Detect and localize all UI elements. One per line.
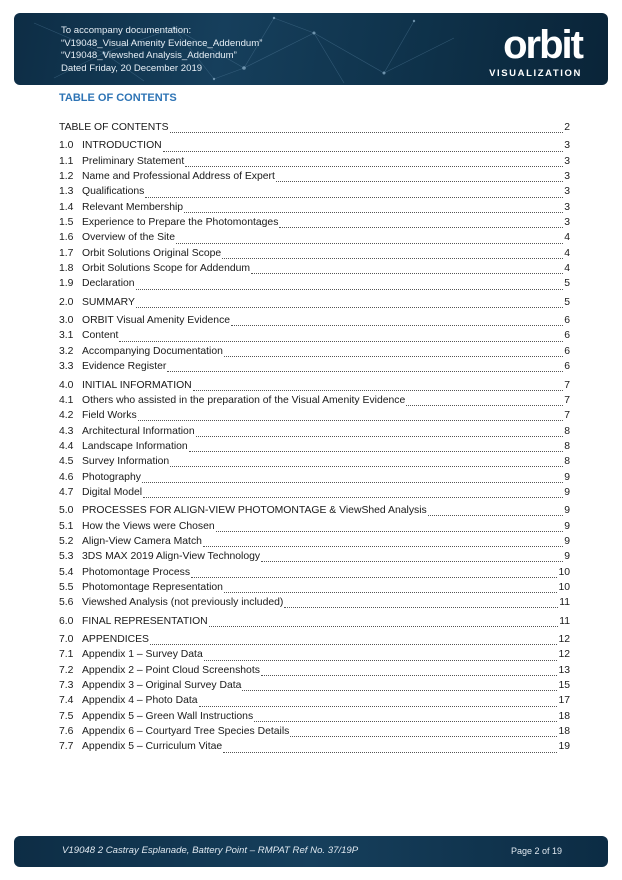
toc-dot-leader: [290, 728, 557, 737]
toc-entry-page: 10: [558, 566, 570, 578]
toc-entry-number: 1.2: [59, 171, 74, 183]
toc-entry-number: 4.1: [59, 394, 74, 406]
document-footer: [14, 836, 608, 867]
toc-entry-page: 17: [558, 695, 570, 707]
toc-dot-leader: [279, 219, 563, 228]
toc-entry-title: FINAL REPRESENTATION: [82, 615, 208, 627]
toc-entry-number: 7.6: [59, 726, 74, 738]
toc-entry-number: 4.5: [59, 456, 74, 468]
toc-entry[interactable]: [59, 454, 570, 469]
toc-entry-title: 3DS MAX 2019 Align-View Technology: [82, 551, 261, 563]
toc-dot-leader: [231, 317, 563, 326]
toc-entry-number: 4.4: [59, 440, 74, 452]
toc-entry[interactable]: [59, 565, 570, 580]
toc-entry-number: 1.5: [59, 217, 74, 229]
toc-dot-leader: [150, 636, 557, 645]
toc-dot-leader: [276, 173, 563, 182]
toc-entry-number: 2.0: [59, 296, 74, 308]
toc-entry-title: Evidence Register: [82, 361, 167, 373]
toc-dot-leader: [176, 235, 563, 244]
toc-entry-page: 3: [564, 171, 570, 183]
toc-entry[interactable]: [59, 647, 570, 662]
header-line: Dated Friday, 20 December 2019: [61, 62, 203, 74]
toc-entry-number: 1.8: [59, 263, 74, 275]
toc-dot-leader: [224, 584, 557, 593]
toc-entry[interactable]: [59, 295, 570, 310]
toc-entry-number: 5.4: [59, 566, 74, 578]
toc-entry-number: 1.6: [59, 232, 74, 244]
toc-dot-leader: [251, 265, 563, 274]
toc-entry-number: 1.9: [59, 278, 74, 290]
toc-dot-leader: [167, 363, 563, 372]
toc-entry[interactable]: [59, 424, 570, 439]
toc-entry-title: How the Views were Chosen: [82, 520, 215, 532]
toc-entry-number: 7.5: [59, 710, 74, 722]
toc-entry-page: 9: [564, 535, 570, 547]
toc-entry[interactable]: [59, 215, 570, 230]
toc-entry-title: Experience to Prepare the Photomontages: [82, 217, 279, 229]
toc-entry-page: 3: [564, 186, 570, 198]
header-line: “V19048_Viewshed Analysis_Addendum”: [61, 50, 237, 62]
toc-entry[interactable]: [59, 470, 570, 485]
toc-entry-page: 13: [558, 664, 570, 676]
toc-entry[interactable]: [59, 246, 570, 261]
toc-entry-page: 9: [564, 520, 570, 532]
toc-entry-page: 3: [564, 217, 570, 229]
toc-dot-leader: [203, 538, 563, 547]
toc-entry[interactable]: [59, 739, 570, 754]
toc-entry[interactable]: [59, 120, 570, 135]
toc-entry[interactable]: [59, 614, 570, 629]
toc-dot-leader: [261, 553, 563, 562]
toc-entry-title: Content: [82, 330, 119, 342]
toc-dot-leader: [191, 569, 557, 578]
toc-entry-number: 7.4: [59, 695, 74, 707]
toc-entry-number: 1.3: [59, 186, 74, 198]
toc-entry-number: 7.2: [59, 664, 74, 676]
toc-entry[interactable]: [59, 378, 570, 393]
toc-entry-number: 1.7: [59, 247, 74, 259]
toc-entry-title: Appendix 4 – Photo Data: [82, 695, 198, 707]
toc-entry-title: Orbit Solutions Scope for Addendum: [82, 263, 251, 275]
toc-entry-number: 5.5: [59, 581, 74, 593]
toc-entry-title: Landscape Information: [82, 440, 188, 452]
toc-entry[interactable]: [59, 663, 570, 678]
toc-entry-title: Appendix 5 – Green Wall Instructions: [82, 710, 254, 722]
toc-dot-leader: [224, 348, 563, 357]
toc-entry-number: 3.2: [59, 345, 74, 357]
toc-dot-leader: [209, 618, 559, 627]
toc-entry-page: 18: [558, 726, 570, 738]
toc-dot-leader: [428, 507, 563, 516]
toc-dot-leader: [119, 333, 563, 342]
toc-entry-page: 12: [558, 634, 570, 645]
toc-entry[interactable]: [59, 138, 570, 153]
toc-entry-title: INTRODUCTION: [82, 140, 162, 152]
toc-entry-number: 7.3: [59, 680, 74, 692]
toc-entry-page: 9: [564, 471, 570, 483]
toc-entry-page: 6: [564, 330, 570, 342]
toc-dot-leader: [222, 250, 563, 259]
orbit-logo: [472, 23, 582, 79]
toc-entry[interactable]: [59, 184, 570, 199]
toc-dot-leader: [136, 299, 563, 308]
toc-entry[interactable]: [59, 344, 570, 359]
toc-entry-page: 11: [559, 615, 570, 627]
toc-entry-page: 3: [564, 155, 570, 167]
toc-entry-page: 3: [564, 201, 570, 213]
toc-entry-title: SUMMARY: [82, 296, 135, 308]
toc-entry-page: 7: [564, 379, 570, 391]
toc-entry-page: 8: [564, 440, 570, 452]
toc-entry-number: 5.6: [59, 597, 74, 609]
toc-entry-number: 7.1: [59, 649, 74, 661]
toc-dot-leader: [261, 667, 558, 676]
toc-entry-number: 7.7: [59, 741, 74, 753]
logo-subtitle: VISUALIZATION: [489, 68, 582, 79]
toc-entry[interactable]: [59, 724, 570, 739]
toc-entry-number: 3.0: [59, 315, 74, 327]
toc-entry-title: Preliminary Statement: [82, 155, 185, 167]
toc-entry-title: Accompanying Documentation: [82, 345, 223, 357]
toc-entry-number: 3.1: [59, 330, 74, 342]
toc-entry-title: Appendix 6 – Courtyard Tree Species Details: [82, 726, 290, 738]
header-line: To accompany documentation:: [61, 25, 192, 36]
toc-dot-leader: [216, 523, 563, 532]
toc-entry-page: 6: [564, 345, 570, 357]
toc-entry-number: 3.3: [59, 361, 74, 373]
toc-dot-leader: [136, 281, 563, 290]
toc-entry-title: Viewshed Analysis (not previously included): [82, 597, 284, 609]
toc-entry-title: Declaration: [82, 278, 135, 290]
toc-entry[interactable]: [59, 519, 570, 534]
toc-entry-title: ORBIT Visual Amenity Evidence: [82, 315, 231, 327]
toc-dot-leader: [145, 189, 563, 198]
toc-entry-title: Orbit Solutions Original Scope: [82, 247, 222, 259]
toc-entry[interactable]: [59, 693, 570, 708]
toc-dot-leader: [143, 489, 563, 498]
toc-entry[interactable]: [59, 359, 570, 374]
toc-entry-page: 3: [564, 140, 570, 152]
toc-dot-leader: [199, 698, 558, 707]
footer-project-reference: V19048 2 Castray Esplanade, Battery Point – RMPAT Ref No. 37/19P: [62, 845, 359, 856]
toc-entry-title: Appendix 1 – Survey Data: [82, 649, 203, 661]
toc-entry[interactable]: [59, 549, 570, 564]
page-number: Page 2 of 19: [510, 846, 562, 856]
toc-entry[interactable]: [59, 439, 570, 454]
toc-entry-title: Photography: [82, 471, 141, 483]
toc-entry-page: 6: [564, 361, 570, 373]
toc-entry-title: Digital Model: [82, 486, 143, 498]
toc-entry[interactable]: [59, 261, 570, 276]
toc-entry[interactable]: [59, 580, 570, 595]
toc-entry-number: 1.0: [59, 140, 74, 152]
toc-entry-page: 8: [564, 425, 570, 437]
table-of-contents: [59, 120, 570, 755]
toc-entry-title: Qualifications: [82, 186, 145, 198]
toc-entry[interactable]: [59, 276, 570, 291]
toc-dot-leader: [163, 143, 563, 152]
toc-dot-leader: [138, 412, 563, 421]
toc-entry-title: Appendix 5 – Curriculum Vitae: [82, 741, 223, 753]
toc-heading: TABLE OF CONTENTS: [59, 92, 177, 104]
toc-dot-leader: [142, 474, 563, 483]
toc-dot-leader: [193, 382, 563, 391]
toc-entry-page: 12: [558, 649, 570, 661]
toc-entry-page: 4: [564, 232, 570, 244]
toc-entry-title: Architectural Information: [82, 425, 195, 437]
toc-entry-page: 2: [564, 122, 570, 133]
toc-dot-leader: [196, 428, 563, 437]
toc-entry-page: 9: [564, 551, 570, 563]
toc-entry-number: 4.2: [59, 410, 74, 422]
toc-entry-page: 5: [564, 296, 570, 308]
toc-entry-title: TABLE OF CONTENTS: [59, 122, 169, 133]
toc-entry-number: 6.0: [59, 615, 74, 627]
toc-entry-number: 4.3: [59, 425, 74, 437]
toc-entry-title: Appendix 2 – Point Cloud Screenshots: [82, 664, 260, 676]
toc-entry[interactable]: [59, 408, 570, 423]
toc-entry-page: 15: [558, 680, 570, 692]
toc-entry-number: 5.2: [59, 535, 74, 547]
toc-entry-page: 18: [558, 710, 570, 722]
toc-entry-number: 5.1: [59, 520, 74, 532]
toc-entry-number: 4.7: [59, 486, 74, 498]
toc-entry-title: PROCESSES FOR ALIGN-VIEW PHOTOMONTAGE & ViewShed Analysis: [82, 505, 427, 517]
toc-entry[interactable]: [59, 709, 570, 724]
toc-entry[interactable]: [59, 632, 570, 647]
toc-entry[interactable]: [59, 503, 570, 518]
toc-entry-page: 10: [558, 581, 570, 593]
toc-entry-page: 5: [564, 278, 570, 290]
toc-entry-page: 4: [564, 247, 570, 259]
toc-entry-title: Others who assisted in the preparation of the Visual Amenity Evidence: [82, 394, 406, 406]
document-header: [14, 13, 608, 85]
toc-entry-page: 8: [564, 456, 570, 468]
toc-entry-title: INITIAL INFORMATION: [82, 379, 192, 391]
toc-dot-leader: [242, 682, 557, 691]
toc-entry[interactable]: [59, 154, 570, 169]
toc-entry-page: 7: [564, 394, 570, 406]
header-line: “V19048_Visual Amenity Evidence_Addendum”: [61, 37, 263, 49]
toc-entry-title: APPENDICES: [82, 634, 149, 645]
toc-dot-leader: [254, 713, 557, 722]
toc-entry-title: Relevant Membership: [82, 201, 184, 213]
logo-wordmark: orbit: [503, 23, 582, 67]
toc-dot-leader: [284, 599, 558, 608]
toc-entry-number: 7.0: [59, 634, 74, 645]
toc-entry[interactable]: [59, 230, 570, 245]
toc-entry[interactable]: [59, 595, 570, 610]
toc-entry-page: 11: [559, 597, 570, 609]
toc-entry-title: Field Works: [82, 410, 137, 422]
toc-entry[interactable]: [59, 534, 570, 549]
toc-entry[interactable]: [59, 169, 570, 184]
toc-dot-leader: [406, 397, 563, 406]
toc-entry[interactable]: [59, 313, 570, 328]
toc-dot-leader: [170, 458, 563, 467]
toc-entry-number: 1.1: [59, 155, 74, 167]
toc-entry-page: 9: [564, 505, 570, 517]
toc-dot-leader: [170, 124, 564, 133]
toc-entry-title: Photomontage Process: [82, 566, 191, 578]
toc-entry[interactable]: [59, 485, 570, 500]
toc-dot-leader: [185, 158, 563, 167]
toc-entry-page: 6: [564, 315, 570, 327]
toc-dot-leader: [223, 744, 557, 753]
toc-entry-title: Overview of the Site: [82, 232, 175, 244]
toc-dot-leader: [184, 204, 563, 213]
header-document-notes: [61, 25, 262, 75]
toc-entry-title: Photomontage Representation: [82, 581, 223, 593]
toc-entry-number: 4.0: [59, 379, 74, 391]
toc-entry-number: 1.4: [59, 201, 74, 213]
toc-entry-page: 19: [558, 741, 570, 753]
toc-entry[interactable]: [59, 393, 570, 408]
toc-entry-number: 5.3: [59, 551, 74, 563]
toc-entry-title: Appendix 3 – Original Survey Data: [82, 680, 242, 692]
toc-entry-number: 4.6: [59, 471, 74, 483]
toc-dot-leader: [189, 443, 563, 452]
toc-entry-page: 4: [564, 263, 570, 275]
toc-dot-leader: [204, 652, 558, 661]
toc-entry[interactable]: [59, 678, 570, 693]
toc-entry-page: 9: [564, 486, 570, 498]
toc-entry-title: Align-View Camera Match: [82, 535, 202, 547]
toc-entry-number: 5.0: [59, 505, 74, 517]
toc-entry-title: Survey Information: [82, 456, 170, 468]
toc-entry-page: 7: [564, 410, 570, 422]
toc-entry[interactable]: [59, 200, 570, 215]
toc-entry-title: Name and Professional Address of Expert: [82, 171, 275, 183]
toc-entry[interactable]: [59, 328, 570, 343]
